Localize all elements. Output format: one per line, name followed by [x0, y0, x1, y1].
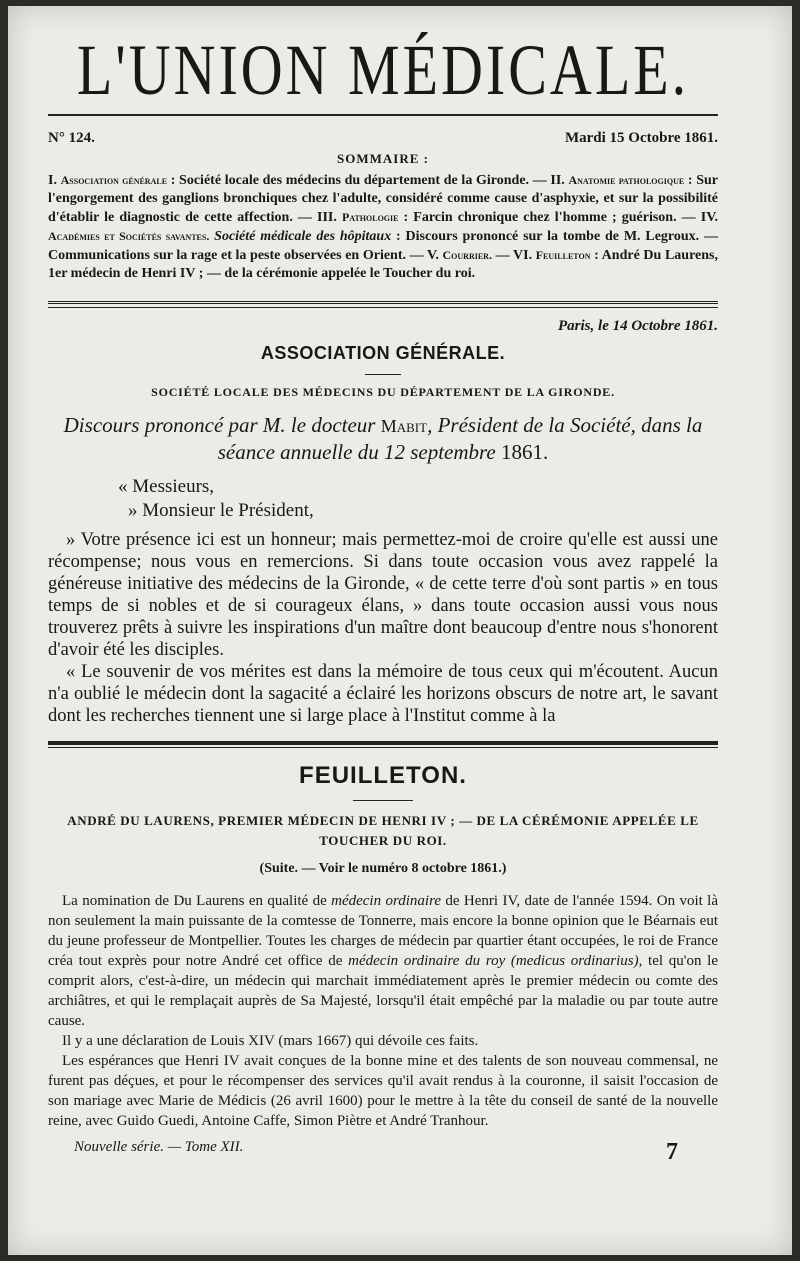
salutation-line: » Monsieur le Président,	[128, 500, 314, 521]
text-part: médecin ordinaire	[331, 893, 442, 909]
divider	[365, 374, 401, 375]
text-part: La nomination de Du Laurens en qualité de	[62, 893, 332, 909]
paragraph	[48, 891, 718, 1031]
sommaire-title: SOMMAIRE :	[337, 151, 429, 166]
page-number: 7	[666, 1139, 678, 1165]
issue-line	[48, 130, 718, 147]
sommaire-part: : Farcin chronique chez l'homme ; guérison. — IV.	[398, 210, 718, 225]
newspaper-page	[8, 6, 792, 1255]
association-body	[48, 529, 718, 727]
sommaire-part: : Discours prononcé sur la tombe de M. Legroux. — Communications sur la rage et la peste observées en Orient. — V.	[48, 229, 719, 263]
sommaire-text	[48, 171, 718, 283]
masthead: L'UNION MÉDICALE.	[76, 29, 690, 111]
text-part: tel qu'on le comprit alors, c'est-à-dire, un médecin qui marchait immédiatement après le premier médecin ou comte des archiâtres, et qui le remplaçait auprès de Sa Majesté, lorsqu'il était empêché par la maladie ou par toute autre cause.	[48, 953, 718, 1029]
discours-part: 12 septembre	[383, 440, 496, 464]
paragraph: » Votre présence ici est un honneur; mais permettez-moi de croire qu'elle est aussi une récompense; nous vous en remercions. Si dans toute occasion vous avez rappelé la généreuse initiative des médecins de la Gironde, « de cette terre d'où sont partis » en tous temps de si nobles et de si courageux élans, » dans toute occasion aussi vous nous trouverez prêts à suivre les inspirations d'un maître dont beaucoup d'entre nous s'honorent d'avoir été les disciples.	[48, 530, 718, 660]
feuilleton-heading: FEUILLETON.	[299, 762, 467, 789]
sommaire-part: Courrier.	[442, 248, 492, 262]
page-footer	[48, 1139, 718, 1166]
sommaire-part: Anatomie pathologique	[568, 173, 685, 187]
issue-date: Mardi 15 Octobre 1861.	[564, 130, 718, 146]
feuilleton-suite: (Suite. — Voir le numéro 8 octobre 1861.)	[259, 861, 507, 876]
masthead-rule	[48, 114, 718, 116]
sommaire-part: : André Du Laurens, 1er médecin de Henri IV ; — de la cérémonie appelée le Toucher du roi.	[48, 248, 718, 281]
salutation-line: « Messieurs,	[118, 476, 215, 497]
discours-heading	[48, 412, 718, 465]
section-rule	[48, 307, 718, 308]
feuilleton-title: ANDRÉ DU LAURENS, PREMIER MÉDECIN DE HENRI IV ; — DE LA CÉRÉMONIE APPELÉE LE TOUCHER DU ROI.	[67, 813, 699, 848]
issue-number: N° 124.	[48, 130, 95, 146]
feuilleton-rule	[48, 747, 718, 748]
paragraph: « Le souvenir de vos mérites est dans la mémoire de tous ceux qui m'écoutent. Aucun n'a oublié le médecin dont la sagacité a éclairé les horizons obscurs de notre art, le savant dont les recherches tiennent une si large place à l'Institut comme à la	[48, 662, 718, 726]
association-heading: ASSOCIATION GÉNÉRALE.	[260, 343, 506, 363]
sommaire-part: : Société locale des médecins du département de la Gironde. — II.	[167, 173, 569, 188]
sommaire-part: Académies et Sociétés savantes.	[48, 229, 210, 243]
text-part: médecin ordinaire du roy (medicus ordinarius),	[348, 953, 643, 969]
paragraph: Les espérances que Henri IV avait conçues de la bonne mine et des talents de son nouveau commensal, ne furent pas déçues, et pour le récompenser des services qu'il avait rendus à la couronne, il saisit l'occasion de son mariage avec Marie de Médicis (26 avril 1600) pour le mettre à la tête du conseil de santé de la nouvelle reine, avec Guido Guedi, Antoine Caffe, Simon Piètre et André Tranhour.	[48, 1053, 718, 1129]
salutation	[118, 475, 718, 523]
divider	[353, 800, 413, 801]
sommaire-part: Pathologie	[341, 210, 399, 224]
paragraph: Il y a une déclaration de Louis XIV (mars 1667) qui dévoile ces faits.	[62, 1033, 479, 1049]
feuilleton-body	[48, 891, 718, 1131]
sommaire-part: : Sur l'engorgement des ganglions bronchiques chez l'adulte, considéré comme cause d'asphyxie, et sur la possibilité d'établir le diagnostic de cette affection. — III.	[48, 173, 718, 225]
discours-part: Mabit	[380, 416, 428, 436]
sommaire-part: — VI.	[491, 248, 536, 263]
series-label: Nouvelle série. — Tome XII.	[74, 1139, 244, 1155]
discours-part: 1861.	[495, 440, 549, 464]
dateline: Paris, le 14 Octobre 1861.	[558, 318, 718, 334]
discours-part: Discours prononcé par M. le docteur	[63, 413, 381, 437]
page-content	[48, 6, 718, 1166]
discours-part: , Président de la Société, dans la séance annuelle du	[217, 413, 703, 464]
sommaire-part: Association générale	[60, 173, 168, 187]
sommaire-part: Feuilleton	[535, 248, 591, 262]
sommaire-part: Société médicale des hôpitaux	[214, 229, 392, 244]
text-part: de Henri IV, date de l'année 1594. On voit là non seulement la main puissante de la comtesse de Tonnerre, mais encore la bonne opinion que le Béarnais eut du jeune professeur de Montpellier. Toutes les charges de médecin par quartier étant occupées, le roi de France créa tout exprès pour notre André cet office de	[48, 893, 718, 969]
sommaire-part: I.	[48, 173, 57, 188]
association-subheading: SOCIÉTÉ LOCALE DES MÉDECINS DU DÉPARTEMENT DE LA GIRONDE.	[151, 385, 615, 399]
